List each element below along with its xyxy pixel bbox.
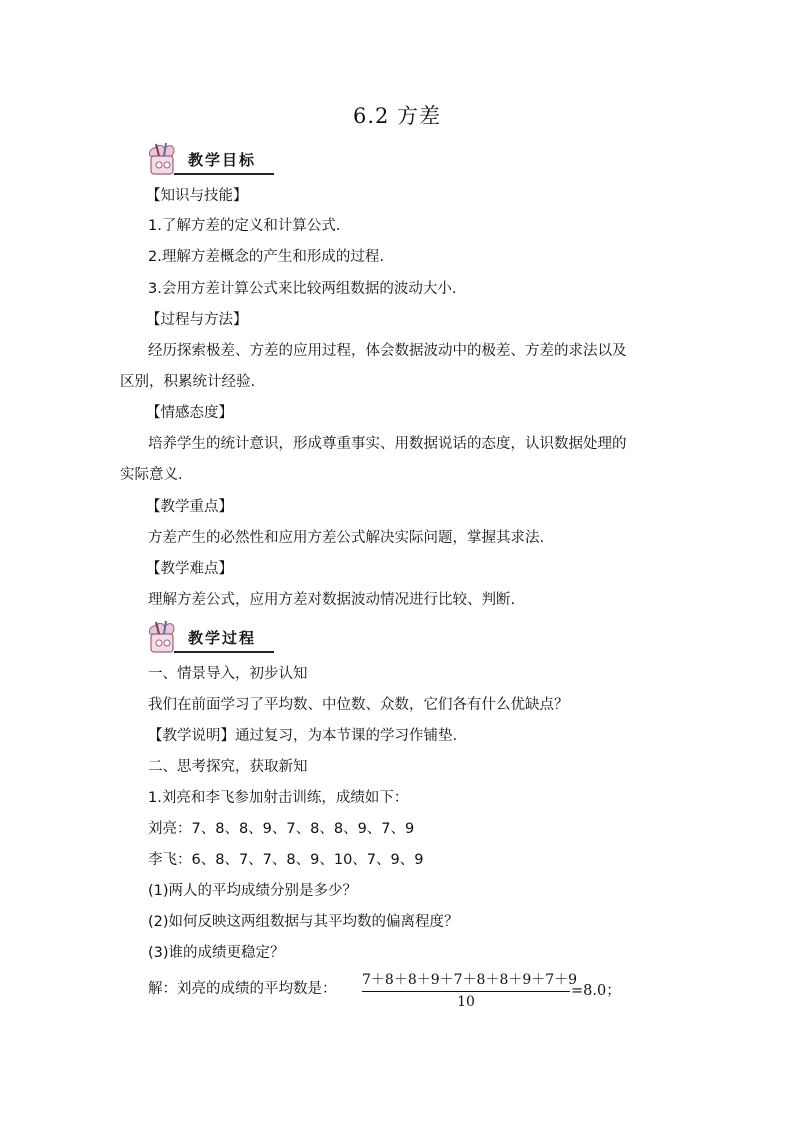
solution-result: =8.0；	[571, 983, 621, 999]
section-banner-teaching-process	[144, 620, 274, 656]
heading-key-points: 【教学重点】	[146, 499, 233, 515]
text-line: 经历探索极差、方差的应用过程，体会数据波动中的极差、方差的求法以及	[148, 343, 627, 359]
heading-knowledge: 【知识与技能】	[146, 188, 248, 204]
fraction-denominator: 10	[457, 994, 475, 1010]
heading-difficulties: 【教学难点】	[146, 561, 233, 577]
banner-label: 教学过程	[188, 629, 257, 647]
page-title: 6.2 方差	[352, 104, 442, 128]
banner-underline	[174, 173, 274, 175]
question-2: (2)如何反映这两组数据与其平均数的偏离程度？	[148, 914, 459, 930]
text-line: 1.刘亮和李飞参加射击训练，成绩如下：	[148, 790, 409, 806]
solution-prefix: 解：刘亮的成绩的平均数是：	[148, 981, 337, 997]
text-line: 实际意义.	[120, 467, 183, 483]
section-heading: 一、情景导入，初步认知	[148, 666, 308, 682]
mean-fraction	[362, 969, 578, 1010]
text-line: 3.会用方差计算公式来比较两组数据的波动大小.	[148, 281, 457, 297]
teaching-note: 【教学说明】通过复习，为本节课的学习作铺垫.	[148, 728, 458, 744]
text-line: 2.理解方差概念的产生和形成的过程.	[148, 249, 384, 265]
question-1: (1)两人的平均成绩分别是多少？	[148, 883, 358, 899]
text-line: 我们在前面学习了平均数、中位数、众数，它们各有什么优缺点？	[148, 697, 569, 713]
section-heading: 二、思考探究，获取新知	[148, 759, 308, 775]
question-3: (3)谁的成绩更稳定？	[148, 945, 285, 961]
heading-process: 【过程与方法】	[146, 312, 248, 328]
text-line: 区别，积累统计经验.	[120, 374, 256, 390]
text-line: 方差产生的必然性和应用方差公式解决实际问题，掌握其求法.	[148, 530, 545, 546]
banner-label: 教学目标	[188, 151, 257, 169]
text-line: 1.了解方差的定义和计算公式.	[148, 218, 341, 234]
banner-underline	[174, 651, 274, 653]
scores-li-fei: 李飞：6、8、7、7、8、9、10、7、9、9	[148, 852, 424, 868]
scores-liu-liang: 刘亮：7、8、8、9、7、8、8、9、7、9	[148, 821, 415, 837]
fraction-numerator: 7＋8＋8＋9＋7＋8＋8＋9＋7＋9	[362, 972, 578, 988]
text-line: 理解方差公式，应用方差对数据波动情况进行比较、判断.	[148, 592, 516, 608]
section-banner-teaching-goals	[144, 142, 274, 178]
text-line: 培养学生的统计意识，形成尊重事实、用数据说话的态度，认识数据处理的	[148, 436, 627, 452]
fraction-bar	[362, 991, 570, 992]
heading-attitude: 【情感态度】	[146, 405, 233, 421]
